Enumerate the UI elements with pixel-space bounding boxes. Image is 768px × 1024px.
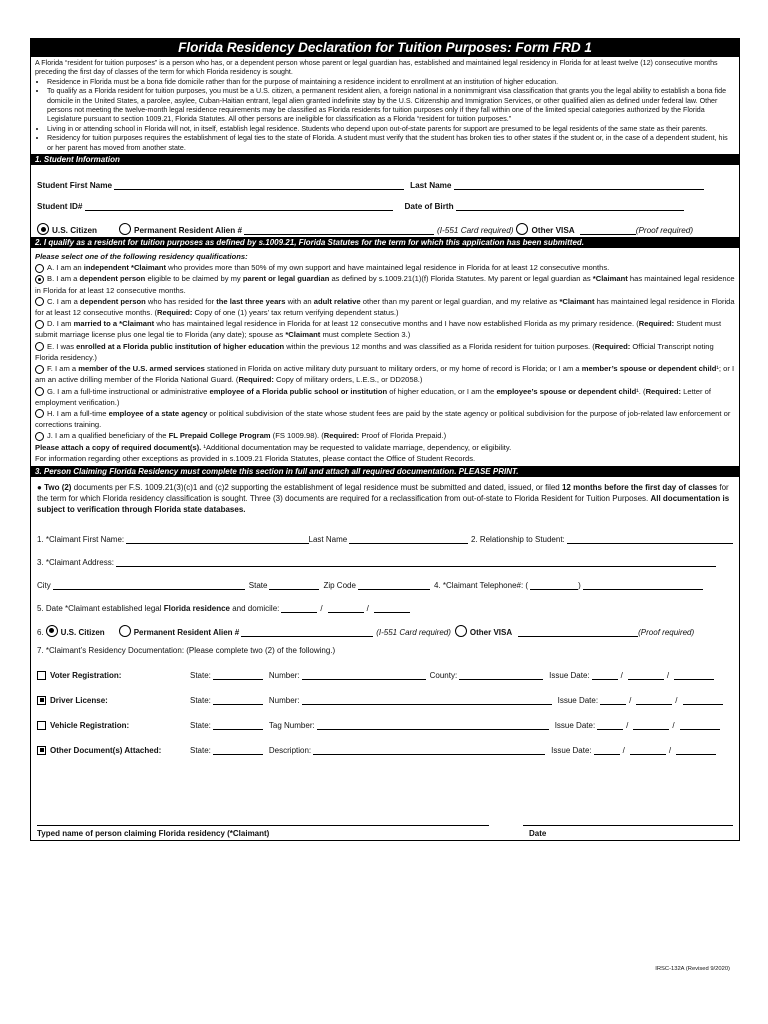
qualification-text: F. I am a member of the U.S. armed services stationed in Florida on active military duty pursuant to military orders, or my home of record is Florida; or I am a member’s spouse or dependent child¹; or I am an active drilling member of the Florida National Guard. (Required: Copy of military orders, L.E.S., or DD2058.) <box>35 364 735 385</box>
date-separator: / <box>620 670 623 680</box>
document-checkbox[interactable] <box>37 721 46 730</box>
document-state-field[interactable] <box>213 719 263 730</box>
claimant-first-field[interactable] <box>126 533 308 544</box>
item-six-label: 6. <box>37 627 44 637</box>
intro-bullet: • Residence in Florida must be a bona fide domicile rather than for the purpose of maintaining a residence incident to enrollment at an institution of higher education. <box>47 78 735 87</box>
documentation-row <box>37 730 733 755</box>
documentation-row <box>37 655 733 680</box>
documentation-prompt: 7. *Claimant’s Residency Documentation: (Please complete two (2) of the following.) <box>37 645 336 655</box>
document-number-field[interactable] <box>302 694 552 705</box>
issue-date-label: Issue Date: <box>557 695 599 705</box>
issue-month-field[interactable] <box>594 744 620 755</box>
form-page <box>30 0 740 972</box>
date-separator: / <box>626 720 629 730</box>
date-separator: / <box>672 720 675 730</box>
document-number-field[interactable] <box>317 719 549 730</box>
last-name-field[interactable] <box>454 179 704 190</box>
qualification-text: J. I am a qualified beneficiary of the FL Prepaid College Program (FS 1009.98). (Required: Proof of Florida Prepaid.) <box>47 431 447 441</box>
section2-header: 2. I qualify as a resident for tuition purposes as defined by s.1009.21, Florida Statutes for the term for which this application has been submitted. <box>31 237 739 248</box>
intro-lead: A Florida “resident for tuition purposes” is a person who has, or a dependent person whose parent or legal guardian has, established and maintained legal residency in Florida for at least twelve (12) consecutive months preceding the first day of classes of the term for which Florida residency is sought. <box>35 59 718 77</box>
attach-notice: Please attach a copy of required document(s). <box>35 442 202 452</box>
document-number-field[interactable] <box>302 669 426 680</box>
phone-label: 4. *Claimant Telephone#: ( <box>433 580 529 590</box>
document-state-field[interactable] <box>213 669 263 680</box>
date-separator: / <box>629 695 632 705</box>
phone-close: ) <box>578 580 581 590</box>
document-number-label: Number: <box>268 670 300 680</box>
zip-label: Zip Code <box>323 580 356 590</box>
relationship-label: 2. Relationship to Student: <box>470 534 565 544</box>
qualification-radio[interactable] <box>35 275 44 284</box>
qualification-radio[interactable] <box>35 432 44 441</box>
document-checkbox[interactable] <box>37 696 46 705</box>
claimant-pra-radio[interactable] <box>119 625 131 637</box>
document-type-label: Other Document(s) Attached: <box>50 745 162 755</box>
claimant-last-label: Last Name <box>308 534 348 544</box>
city-field[interactable] <box>53 579 245 590</box>
student-info-section <box>31 165 739 237</box>
state-label: State <box>248 580 268 590</box>
relationship-field[interactable] <box>567 533 733 544</box>
document-number-label: Description: <box>268 745 312 755</box>
claimant-us-citizen-radio[interactable] <box>46 625 58 637</box>
documentation-row <box>37 680 733 705</box>
qualification-option-c[interactable] <box>35 296 735 318</box>
claimant-other-visa-radio[interactable] <box>455 625 467 637</box>
pra-number-field[interactable] <box>244 224 434 235</box>
attach-footnote: ¹Additional documentation may be requested to validate marriage, dependency, or eligibility. <box>201 442 512 452</box>
qualification-option-a[interactable] <box>35 262 735 273</box>
area-code-field[interactable] <box>530 579 578 590</box>
date-separator: / <box>668 745 672 755</box>
signature-labels <box>31 826 739 840</box>
qualification-option-h[interactable] <box>35 408 735 430</box>
qualification-option-b[interactable] <box>35 273 735 295</box>
intro-bullets <box>35 78 735 153</box>
document-state-field[interactable] <box>213 744 263 755</box>
issue-year-field[interactable] <box>676 744 716 755</box>
qualification-option-j[interactable] <box>35 430 735 441</box>
zip-field[interactable] <box>358 579 430 590</box>
qualification-text: H. I am a full-time employee of a state agency or political subdivision of the state whose student fees are paid by the state agency or political subdivision for the purpose of job-related law enforcement or corrections training. <box>35 408 731 430</box>
date-separator: / <box>366 603 369 613</box>
intro-bullet: • Residency for tuition purposes requires the establishment of legal ties to the state of Florida. A student must verify that the student has broken ties to other states if the student or, in the case of a dependent student, his or her parent has moved from another state. <box>47 134 735 153</box>
document-type-label: Voter Registration: <box>50 670 122 680</box>
qualification-text: E. I was enrolled at a Florida public institution of higher education within the previous 12 months and was classified as a Florida resident for tuition purposes. (Required: Official Transcript noting Florida residency.) <box>35 341 714 362</box>
qualification-option-g[interactable] <box>35 386 735 408</box>
dob-field[interactable] <box>456 200 684 211</box>
claimant-other-visa-label: Other VISA <box>469 627 513 637</box>
date-separator: / <box>320 603 323 613</box>
form-frame <box>30 57 740 841</box>
state-field[interactable] <box>269 579 319 590</box>
issue-date-label: Issue Date: <box>551 745 592 755</box>
exceptions-info: For information regarding other exceptions as provided in s.1009.21 Florida Statutes, please contact the Office of Student Records. <box>35 453 476 463</box>
established-day-field[interactable] <box>328 602 364 613</box>
qualification-radio[interactable] <box>35 365 44 374</box>
issue-year-field[interactable] <box>683 694 723 705</box>
document-state-label: State: <box>190 695 211 705</box>
date-established-label: 5. Date *Claimant established legal Florida residence and domicile: <box>37 603 280 613</box>
qualification-text: C. I am a dependent person who has resided for the last three years with an adult relative other than my parent or legal guardian, and my relative as *Claimant has maintained legal residence in Florida for at least 12 consecutive months. (Required: Copy of one (1) years’ tax return verifying dependent status.) <box>35 296 735 318</box>
phone-field[interactable] <box>583 579 703 590</box>
pra-radio[interactable] <box>119 223 131 235</box>
form-title: Florida Residency Declaration for Tuition Purposes: Form FRD 1 <box>30 38 740 57</box>
issue-day-field[interactable] <box>636 694 672 705</box>
date-label: Date <box>529 828 547 838</box>
issue-date-label: Issue Date: <box>549 670 590 680</box>
other-visa-label: Other VISA <box>531 226 575 236</box>
qualification-radio[interactable] <box>35 387 44 396</box>
issue-date-label: Issue Date: <box>554 720 596 730</box>
issue-month-field[interactable] <box>592 669 618 680</box>
other-visa-field[interactable] <box>580 224 636 235</box>
date-separator: / <box>622 745 625 755</box>
pra-label: Permanent Resident Alien # <box>134 226 243 236</box>
us-citizen-label: U.S. Citizen <box>52 226 98 236</box>
qualification-option-e[interactable] <box>35 341 735 363</box>
qualification-option-f[interactable] <box>35 363 735 385</box>
qualification-option-d[interactable] <box>35 318 735 340</box>
student-id-label: Student ID# <box>37 202 83 212</box>
qualification-radio[interactable] <box>35 320 44 329</box>
issue-year-field[interactable] <box>680 719 720 730</box>
address-field[interactable] <box>116 556 716 567</box>
section3-header: 3. Person Claiming Florida Residency must complete this section in full and attach all required documentation. PLEASE PRINT. <box>31 466 739 477</box>
typed-name-label: Typed name of person claiming Florida residency (*Claimant) <box>37 828 270 838</box>
document-state-label: State: <box>190 720 211 730</box>
intro-bullet: • To qualify as a Florida resident for tuition purposes, you must be a U.S. citizen, a permanent resident alien, a foreign national in a nonimmigrant visa classification that grants you the legal ability to establish a bona fide domicile in the United States, a parolee, asylee, Cuban-Haitian entrant, legal alien granted indefinite stay by the U.S. Citizenship and Immigration Services, or other qualified alien as defined under federal law. Other persons not meeting the twelve-month legal residence requirements may be classified as Florida residents for tuition purposes only if they fall within one of the limited special categories authorized by the Florida Legislature pursuant to section 1009.21, Florida Statutes. All other persons are ineligible for classification as a Florida “resident for tuition purposes.” <box>47 87 735 125</box>
claimant-other-visa-field[interactable] <box>518 626 638 637</box>
document-number-label: Number: <box>268 695 300 705</box>
typed-name-field[interactable] <box>37 825 489 826</box>
issue-day-field[interactable] <box>628 669 664 680</box>
qualification-text: A. I am an independent *Claimant who provides more than 50% of my own support and have maintained legal residence in Florida for at least 12 consecutive months. <box>47 263 610 273</box>
date-separator: / <box>675 695 678 705</box>
first-name-label: Student First Name <box>37 181 113 191</box>
address-label: 3. *Claimant Address: <box>37 557 114 567</box>
residency-qualifications-section <box>31 248 739 466</box>
claimant-pra-field[interactable] <box>241 626 373 637</box>
claimant-section <box>31 477 739 755</box>
section1-header: 1. Student Information <box>31 154 739 165</box>
first-name-field[interactable] <box>114 179 404 190</box>
documentation-list <box>37 655 733 755</box>
signature-lines <box>31 825 739 826</box>
claimant-last-field[interactable] <box>349 533 468 544</box>
document-number-label: Tag Number: <box>268 720 315 730</box>
issue-month-field[interactable] <box>597 719 623 730</box>
issue-year-field[interactable] <box>674 669 714 680</box>
document-checkbox[interactable] <box>37 746 46 755</box>
qualification-prompt: Please select one of the following residency qualifications: <box>35 252 248 262</box>
claimant-first-label: 1. *Claimant First Name: <box>37 534 125 544</box>
document-state-field[interactable] <box>213 694 263 705</box>
qualification-radio[interactable] <box>35 297 44 306</box>
form-id: IRSC-132A (Revised 9/2020) <box>655 966 730 972</box>
student-id-field[interactable] <box>85 200 393 211</box>
qualification-radio[interactable] <box>35 264 44 273</box>
city-label: City <box>37 580 51 590</box>
claimant-i551-note: (I-551 Card required) <box>376 627 451 637</box>
document-checkbox[interactable] <box>37 671 46 680</box>
date-field[interactable] <box>523 825 733 826</box>
issue-month-field[interactable] <box>600 694 626 705</box>
date-separator: / <box>666 670 670 680</box>
document-number-field[interactable] <box>313 744 545 755</box>
document-state-label: State: <box>190 745 211 755</box>
qualification-text: B. I am a dependent person eligible to be claimed by my parent or legal guardian as defined by s.1009.21(1)(f) Florida Statutes. My parent or legal guardian as *Claimant has maintained legal residence in Florida for at least 12 consecutive months. <box>35 274 735 295</box>
dob-label: Date of Birth <box>404 202 454 212</box>
last-name-label: Last Name <box>410 181 452 191</box>
document-type-label: Vehicle Registration: <box>50 720 130 730</box>
qualification-text: G. I am a full-time instructional or administrative employee of a Florida public school or institution of higher education, or I am the employee’s spouse or dependent child¹. (Required: Letter of employment verification.) <box>35 386 711 407</box>
issue-day-field[interactable] <box>630 744 666 755</box>
proof-note: (Proof required) <box>635 226 694 236</box>
established-month-field[interactable] <box>281 602 317 613</box>
claimant-us-citizen-label: U.S. Citizen <box>60 627 105 637</box>
document-county-label: County: <box>429 670 458 680</box>
claimant-pra-label: Permanent Resident Alien # <box>133 627 240 637</box>
issue-day-field[interactable] <box>633 719 669 730</box>
document-type-label: Driver License: <box>50 695 108 705</box>
document-state-label: State: <box>190 670 211 680</box>
qualification-radio[interactable] <box>35 409 44 418</box>
qualification-text: D. I am married to a *Claimant who has maintained legal residence in Florida for at least 12 consecutive months and I have now established Florida as my primary residence. (Required: Student must submit marriage license plus one legal tie to Florida (any date); spouse as *Claimant must complete Section 3.) <box>35 319 722 340</box>
qualification-radio[interactable] <box>35 342 44 351</box>
i551-note: (I-551 Card required) <box>437 226 514 236</box>
document-county-field[interactable] <box>459 669 543 680</box>
us-citizen-radio[interactable] <box>37 223 49 235</box>
qualification-options <box>35 262 735 441</box>
claimant-proof-note: (Proof required) <box>638 627 695 637</box>
other-visa-radio[interactable] <box>516 223 528 235</box>
documentation-row <box>37 705 733 730</box>
established-year-field[interactable] <box>374 602 410 613</box>
intro-bullet: • Living in or attending school in Florida will not, in itself, establish legal residence. Students who depend upon out-of-state parents for support are presumed to be legal residents of the same state as their parents. <box>47 125 735 134</box>
intro-text <box>31 57 739 154</box>
documentation-requirements: ● Two (2) documents per F.S. 1009.21(3)(c)1 and (c)2 supporting the establishment of legal residence must be submitted and dated, issued, or filed 12 months before the first day of classes for the term for which Florida residency classification is sought. Three (3) documents are required for a reclassification from out-of-state to Florida Resident for Tuition Purposes. All documentation is subject to verification through Florida state databases. <box>37 482 730 514</box>
